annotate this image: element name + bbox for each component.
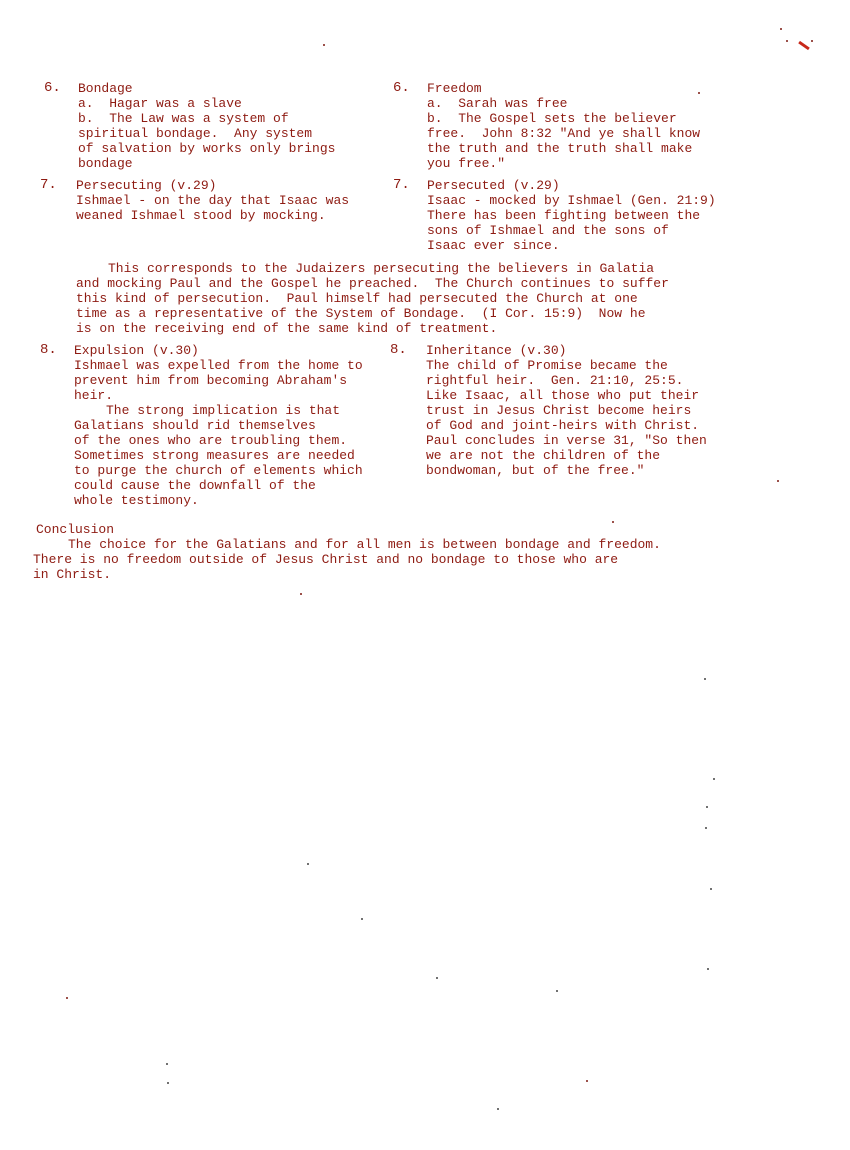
speck-decoration: [707, 968, 709, 970]
section-6-right-number: 6.: [393, 80, 410, 96]
section-6-left-line: of salvation by works only brings: [78, 141, 336, 156]
paragraph-line: time as a representative of the System of Bondage. (I Cor. 15:9) Now he: [76, 306, 646, 321]
section-6-right-line: you free.": [427, 156, 506, 171]
speck-decoration: [497, 1108, 499, 1110]
section-8-right-line: The child of Promise became the: [426, 358, 668, 373]
section-8-left-indent-line: The strong implication is that: [106, 403, 341, 418]
section-7-left-line: weaned Ishmael stood by mocking.: [76, 208, 326, 223]
section-8-left-number: 8.: [40, 342, 57, 358]
speck-decoration: [811, 40, 813, 42]
conclusion-line: There is no freedom outside of Jesus Christ and no bondage to those who are: [33, 552, 619, 567]
section-8-right-number: 8.: [390, 342, 407, 358]
section-7-right-number: 7.: [393, 177, 410, 193]
section-7-right-line: Isaac ever since.: [427, 238, 560, 253]
section-6-right-line: free. John 8:32 "And ye shall know: [427, 126, 701, 141]
section-6-left-line: spiritual bondage. Any system: [78, 126, 313, 141]
speck-decoration: [436, 977, 438, 979]
speck-decoration: [780, 28, 782, 30]
speck-decoration: [300, 593, 302, 595]
speck-decoration: [786, 40, 788, 42]
speck-decoration: [713, 778, 715, 780]
paragraph-line: is on the receiving end of the same kind of treatment.: [76, 321, 498, 336]
section-8-right-line: bondwoman, but of the free.": [426, 463, 645, 478]
section-8-right-line: of God and joint-heirs with Christ.: [426, 418, 700, 433]
section-6-left-line: a. Hagar was a slave: [78, 96, 242, 111]
section-8-left-line: heir.: [74, 388, 114, 403]
section-8-right-heading: Inheritance (v.30): [426, 343, 567, 358]
red-mark-decoration: [798, 41, 810, 50]
section-6-left-line: b. The Law was a system of: [78, 111, 289, 126]
section-8-left-line: could cause the downfall of the: [74, 478, 316, 493]
section-8-left-line: Ishmael was expelled from the home to: [74, 358, 363, 373]
speck-decoration: [361, 918, 363, 920]
speck-decoration: [705, 827, 707, 829]
section-8-left-line: whole testimony.: [74, 493, 199, 508]
speck-decoration: [698, 92, 700, 94]
section-6-left-heading: Bondage: [78, 81, 133, 96]
section-8-right-line: Like Isaac, all those who put their: [426, 388, 700, 403]
section-8-right-line: we are not the children of the: [426, 448, 661, 463]
speck-decoration: [66, 997, 68, 999]
speck-decoration: [586, 1080, 588, 1082]
speck-decoration: [704, 678, 706, 680]
speck-decoration: [710, 888, 712, 890]
section-7-right-line: There has been fighting between the: [427, 208, 701, 223]
conclusion-heading: Conclusion: [36, 522, 115, 537]
speck-decoration: [777, 480, 779, 482]
section-6-left-line: bondage: [78, 156, 133, 171]
speck-decoration: [556, 990, 558, 992]
conclusion-line: in Christ.: [33, 567, 112, 582]
section-6-right-line: a. Sarah was free: [427, 96, 568, 111]
speck-decoration: [166, 1063, 168, 1065]
speck-decoration: [307, 863, 309, 865]
section-8-left-line: Galatians should rid themselves: [74, 418, 316, 433]
section-7-right-line: sons of Ishmael and the sons of: [427, 223, 669, 238]
section-8-left-line: to purge the church of elements which: [74, 463, 363, 478]
speck-decoration: [706, 806, 708, 808]
section-8-right-line: Paul concludes in verse 31, "So then: [426, 433, 707, 448]
paragraph-line: This corresponds to the Judaizers persecuting the believers in Galatia: [108, 261, 655, 276]
paragraph-line: and mocking Paul and the Gospel he preached. The Church continues to suffer: [76, 276, 669, 291]
paragraph-line: this kind of persecution. Paul himself had persecuted the Church at one: [76, 291, 638, 306]
section-8-left-line: prevent him from becoming Abraham's: [74, 373, 348, 388]
section-6-right-line: the truth and the truth shall make: [427, 141, 693, 156]
section-8-left-heading: Expulsion (v.30): [74, 343, 199, 358]
speck-decoration: [612, 521, 614, 523]
section-6-left-number: 6.: [44, 80, 61, 96]
section-7-right-heading: Persecuted (v.29): [427, 178, 560, 193]
section-7-left-number: 7.: [40, 177, 57, 193]
section-7-left-line: Ishmael - on the day that Isaac was: [76, 193, 350, 208]
section-8-right-line: rightful heir. Gen. 21:10, 25:5.: [426, 373, 684, 388]
speck-decoration: [323, 44, 325, 46]
conclusion-line: The choice for the Galatians and for all men is between bondage and freedom.: [68, 537, 661, 552]
section-7-right-line: Isaac - mocked by Ishmael (Gen. 21:9): [427, 193, 716, 208]
speck-decoration: [167, 1082, 169, 1084]
section-8-left-line: Sometimes strong measures are needed: [74, 448, 355, 463]
section-6-right-heading: Freedom: [427, 81, 482, 96]
section-8-left-line: of the ones who are troubling them.: [74, 433, 348, 448]
section-8-right-line: trust in Jesus Christ become heirs: [426, 403, 692, 418]
section-7-left-heading: Persecuting (v.29): [76, 178, 217, 193]
section-6-right-line: b. The Gospel sets the believer: [427, 111, 677, 126]
